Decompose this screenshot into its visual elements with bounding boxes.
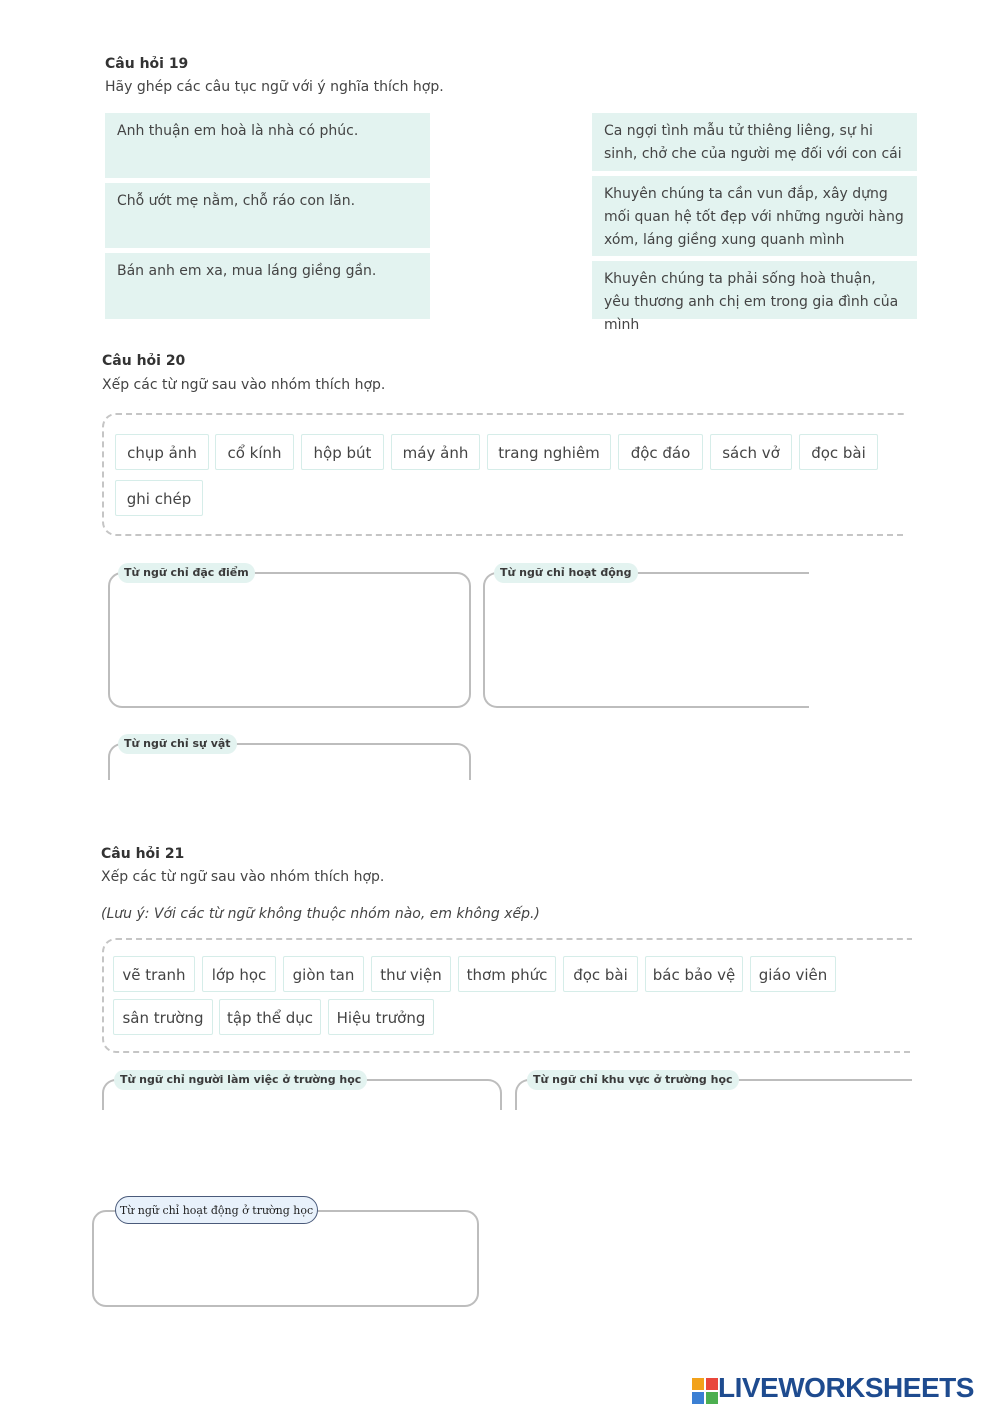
q20-word-chip[interactable]: chụp ảnh	[115, 434, 209, 470]
q20-word-chip[interactable]: đọc bài	[799, 434, 878, 470]
q20-instruction: Xếp các từ ngữ sau vào nhóm thích hợp.	[102, 377, 386, 393]
q20-group-su-vat-label: Từ ngữ chỉ sự vật	[118, 734, 237, 754]
brand-wordmark: LIVEWORKSHEETS	[718, 1372, 974, 1403]
q21-word-chip[interactable]: bác bảo vệ	[645, 956, 743, 992]
q21-word-chip[interactable]: vẽ tranh	[113, 956, 195, 992]
q20-group-hoat-dong-label: Từ ngữ chỉ hoạt động	[494, 563, 638, 583]
q20-word-chip[interactable]: trang nghiêm	[487, 434, 611, 470]
liveworksheets-logo-icon	[692, 1378, 718, 1404]
q19-meaning-3[interactable]: Khuyên chúng ta phải sống hoà thuận, yêu thương anh chị em trong gia đình của mình	[592, 261, 917, 319]
q20-group-dac-diem-label: Từ ngữ chỉ đặc điểm	[118, 563, 255, 583]
q21-word-chip[interactable]: tập thể dục	[219, 999, 321, 1035]
q20-title: Câu hỏi 20	[102, 353, 186, 369]
q19-instruction: Hãy ghép các câu tục ngữ với ý nghĩa thích hợp.	[105, 79, 444, 95]
q21-word-chip[interactable]: giáo viên	[750, 956, 836, 992]
q19-meaning-1[interactable]: Ca ngợi tình mẫu tử thiêng liêng, sự hi sinh, chở che của người mẹ đối với con cái	[592, 113, 917, 171]
q20-word-chip[interactable]: độc đáo	[618, 434, 703, 470]
q21-note: (Lưu ý: Với các từ ngữ không thuộc nhóm nào, em không xếp.)	[101, 906, 540, 922]
q20-word-chip[interactable]: ghi chép	[115, 480, 203, 516]
q21-title: Câu hỏi 21	[101, 846, 185, 862]
q21-group-nguoi-lam-viec-label: Từ ngữ chỉ người làm việc ở trường học	[114, 1070, 367, 1090]
q19-proverb-1[interactable]: Anh thuận em hoà là nhà có phúc.	[105, 113, 430, 178]
q19-proverb-3[interactable]: Bán anh em xa, mua láng giềng gần.	[105, 253, 430, 319]
q20-group-dac-diem[interactable]	[108, 572, 471, 708]
q21-instruction: Xếp các từ ngữ sau vào nhóm thích hợp.	[101, 869, 385, 885]
q20-word-chip[interactable]: cổ kính	[215, 434, 294, 470]
q20-word-chip[interactable]: hộp bút	[301, 434, 384, 470]
q21-word-chip[interactable]: đọc bài	[563, 956, 638, 992]
q19-meaning-2[interactable]: Khuyên chúng ta cần vun đắp, xây dựng mối quan hệ tốt đẹp với những người hàng xóm, láng giềng xung quanh mình	[592, 176, 917, 256]
q21-word-chip[interactable]: thơm phức	[458, 956, 556, 992]
q19-title: Câu hỏi 19	[105, 56, 189, 72]
q21-word-chip[interactable]: Hiệu trưởng	[328, 999, 434, 1035]
q21-word-chip[interactable]: lớp học	[202, 956, 276, 992]
q21-word-chip[interactable]: thư viện	[371, 956, 451, 992]
q21-group-khu-vuc-label: Từ ngữ chỉ khu vực ở trường học	[527, 1070, 739, 1090]
q21-word-chip[interactable]: giòn tan	[283, 956, 364, 992]
q21-group-hoat-dong-label: Từ ngữ chỉ hoạt động ở trường học	[115, 1196, 318, 1224]
q20-word-chip[interactable]: sách vở	[710, 434, 792, 470]
q21-word-chip[interactable]: sân trường	[113, 999, 213, 1035]
q20-word-chip[interactable]: máy ảnh	[391, 434, 480, 470]
q20-group-hoat-dong[interactable]	[483, 572, 809, 708]
q19-proverb-2[interactable]: Chỗ ướt mẹ nằm, chỗ ráo con lăn.	[105, 183, 430, 248]
q20-word-pool	[102, 413, 905, 536]
